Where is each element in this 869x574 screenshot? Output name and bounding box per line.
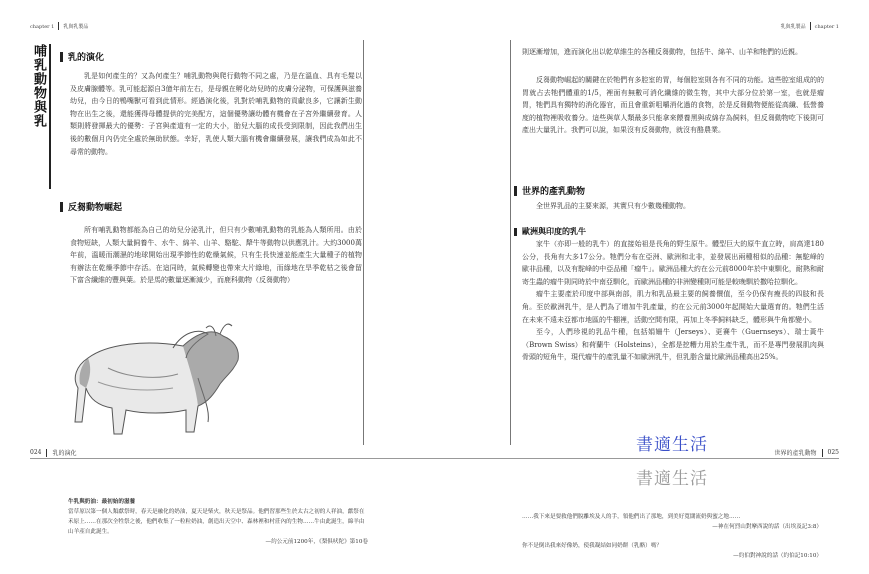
page-fold-line — [30, 458, 434, 459]
header-divider — [58, 22, 59, 30]
left-running-header — [30, 22, 88, 30]
paragraph: 家牛（亦即一般的乳牛）的直接始祖是長角的野生原牛。體型巨大的原牛直立時，肩高達180公分，長角有大多17公分。牠們分布在亞洲、歐洲和北非，並發展出兩種相似的品種：無駝峰的歐非品種，以及有駝峰的中亞品種「瘤牛」。歐洲品種大約在公元前8000年於中東馴化，耐熱和耐寄生蟲的瘤牛則同時於中南亞馴化，而歐洲品種的非洲變種則可能是較晚馴於撒哈拉馴化。 — [522, 240, 824, 286]
section-paragraph-ruminants — [70, 224, 362, 287]
right-running-header — [781, 22, 839, 30]
quote-source: —約伯對神說的話（約伯記10:10） — [733, 553, 822, 559]
column-rule — [363, 40, 364, 445]
side-rule — [49, 44, 51, 189]
paragraph: 乳是如何產生的？又為何產生？哺乳動物與爬行動物不同之處，乃是在溫血、具有毛髮以及皮膚腺體等。乳可能起源自3億年前左右，是母親在孵化幼兒時的皮膚分泌物，可保護與滋養幼兒，由今日的鴨嘴獸可看到此情形。經過演化後，乳對於哺乳動物的貢獻良多，它讓新生動物在出生之後，還能獲得母體提供的完美配方，這個優勢讓幼體有機會在子宮外繼續發育。人類則將發揮最大的優勢：子宮與產道有一定的大小，胎兒大腦的成長受到限制，因此我們出生後的數個月內仍完全處於無助狀態。幸好，乳使人類大腦有機會繼續發展，讓我們成為如此不尋常的動物。 — [70, 72, 362, 156]
right-page-number: 025 — [827, 449, 839, 456]
left-bottom-quote — [68, 497, 368, 547]
quote-title: 牛乳與奶油：最初始的滋養 — [68, 499, 136, 505]
left-page — [0, 0, 434, 574]
right-footer-title: 世界的產乳動物 — [774, 450, 817, 457]
page-fold-line — [434, 458, 839, 459]
section-heading-text: 乳的演化 — [68, 53, 105, 63]
watermark-gray: 書適生活 — [636, 469, 708, 489]
heading-marker — [60, 202, 63, 212]
left-footer-title: 乳的演化 — [52, 450, 77, 457]
header-divider — [810, 22, 811, 30]
cattle-paragraphs — [522, 238, 824, 364]
paragraph: 反芻動物崛起的關鍵在於牠們有多腔室的胃，每個腔室則各有不同的功能。這些腔室組成的的胃就占去牠們體重的1/5，裡面有無數可消化纖維的微生物，其中大部分位於第一室，也就是瘤胃，牠們具有獨特的消化器官，而且會重新咀嚼消化過的食物，於是反芻動物便能從高纖、低營養度的植物裡吸收養分。這些與草人類最多只能拿來餵養黑與成綿存為飼料，但反芻動物吃下後則可產出大量乳汁。我們可以說，如果沒有反芻動物，就沒有酪農業。 — [522, 76, 824, 135]
section-paragraph-milk-evolution — [70, 70, 362, 158]
left-header-title: 乳與乳製品 — [63, 23, 89, 30]
quote-body: ……我下來是要救他們脫離埃及人的手，領他們出了那地，到美好寬闊流奶與蜜之地…… — [522, 514, 741, 520]
right-bottom-quote-1 — [522, 512, 822, 532]
left-page-number: 024 — [30, 449, 42, 456]
quote-source: —約公元前1200年，《梨俱吠陀》第10卷 — [265, 539, 368, 545]
section-heading-milk-evolution — [60, 50, 104, 63]
paragraph: 至今，人們珍視的乳品牛種，包括娟姍牛（Jerseys）、更賽牛（Guernseys）、瑞士黃牛（Brown Swiss）和荷蘭牛（Holsteins），全都是挖糟力用於生產牛乳，而不是專門發展肌肉與骨頭的短角牛，現代瘤牛的產乳量不如歐洲乳牛，但乳脂含量比歐洲品種高出25%。 — [522, 328, 824, 362]
quote-body: 你不是倒出我來好像奶，使我凝結如同奶餅（乳酪）嗎？ — [522, 543, 662, 549]
section-heading-text: 反芻動物崛起 — [68, 203, 123, 213]
watermark-blue: 書適生活 — [636, 435, 708, 455]
heading-marker — [514, 186, 517, 196]
heading-marker — [60, 52, 63, 62]
ruminant-paragraph — [522, 74, 824, 137]
quote-body: 當草原以第一個人類獻祭時，春天是融化的奶油，夏天是柴火，秋天是祭品。他們習那些生於太古之初的人祥油，獻祭在禾原上……在那次全牲祭之後，他們收集了一粒粒奶油，創造出天空中、森林裡和村莊內的生物……牛由此誕生，綿羊由山羊產自此誕生。 — [68, 509, 365, 535]
chapter-side-title: 哺乳動物與乳 — [31, 44, 46, 128]
zebu-bull-illustration — [48, 318, 258, 440]
footer-divider — [822, 449, 823, 457]
paragraph: 則逐漸增加，進而演化出以乾草維生的各種反芻動物，包括牛、綿羊、山羊和牠們的近親。 — [522, 48, 802, 56]
heading-marker — [514, 228, 517, 236]
section-heading-dairy-animals — [514, 184, 585, 197]
right-bottom-quote-2 — [522, 541, 822, 561]
section-heading-ruminants — [60, 200, 122, 213]
paragraph: 全世界乳品的主要來源，其實只有少數幾種動物。 — [536, 202, 690, 210]
right-header-chapter: chapter 1 — [814, 23, 839, 30]
section-heading-text: 世界的產乳動物 — [522, 187, 586, 197]
paragraph: 所有哺乳動物都能為自己的幼兒分泌乳汁，但只有少數哺乳動物的乳能為人類所用。由於食物短缺，人類大量飼養牛、水牛、綿羊、山羊、駱駝、犛牛等動物以供應乳汁。大約3000萬年前，溫暖而潮濕的地球開始出現季節性的乾燥氣候，只有生長快速並能產生大量種子的植物有辦法在乾燥季節中存活。在這同時，氣候轉變也帶來大片綠地，而綠地在旱季乾枯之後會留下富含纖維的豐與葉。於是馬的數量逐漸減少，而鹿科動物（反芻動物） — [70, 226, 362, 285]
subsection-heading-cattle — [514, 226, 586, 237]
column-rule — [510, 40, 511, 445]
footer-divider — [46, 449, 47, 457]
right-header-title: 乳與乳製品 — [780, 23, 806, 30]
section-paragraph-dairy-animals — [522, 200, 824, 213]
right-footer — [775, 448, 839, 457]
subsection-heading-text: 歐洲與印度的乳牛 — [522, 226, 586, 236]
quote-source: —神在何烈山對摩西說的話（出埃及記3:8） — [712, 524, 822, 530]
left-header-chapter: chapter 1 — [30, 23, 55, 30]
right-page — [434, 0, 869, 574]
left-footer — [30, 448, 76, 457]
paragraph: 瘤牛主要產於印度中部與南部，肌力和乳品最主要的飼養價值，至今仍保有瘦長的四肢和長角。至於歐洲乳牛，是人們為了增加牛乳產量，約在公元前3000年起開始大量選育的。牠們生活在未來不遠未亞都市地區的牛棚裡，活動空間有限，再加上冬季飼料缺乏，體形與牛角都變小。 — [522, 290, 824, 324]
continuation-paragraph — [522, 46, 824, 59]
